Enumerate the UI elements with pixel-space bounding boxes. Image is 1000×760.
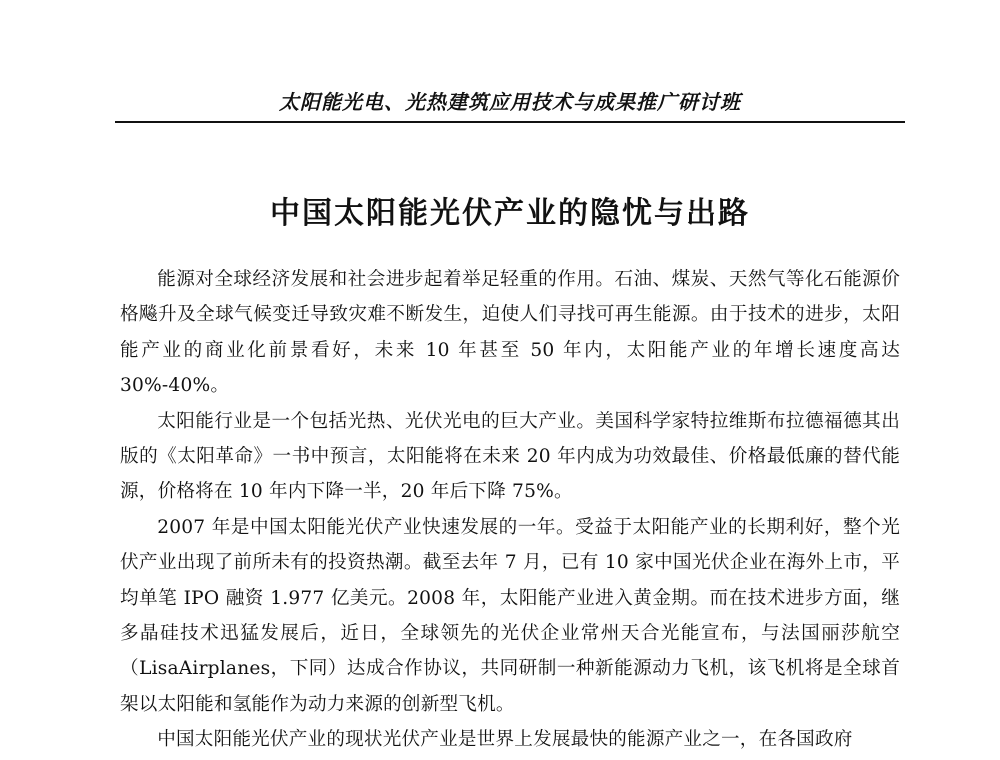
article-title: 中国太阳能光伏产业的隐忧与出路 [270, 196, 750, 232]
paragraph: 2007 年是中国太阳能光伏产业快速发展的一年。受益于太阳能产业的长期利好，整个光伏产业出现了前所未有的投资热潮。截至去年 7 月，已有 10 家中国光伏企业在海外上市，平均单笔 IPO 融资 1.977 亿美元。2008 年，太阳能产业进入黄金期。而在技术进步方面，继多晶硅技术迅猛发展后，近日，全球领先的光伏企业常州天合光能宣布，与法国丽莎航空（LisaAirplanes，下同）达成合作协议，共同研制一种新能源动力飞机，该飞机将是全球首架以太阳能和氢能作为动力来源的创新型飞机。 [120, 516, 900, 715]
paragraph: 中国太阳能光伏产业的现状光伏产业是世界上发展最快的能源产业之一，在各国政府 [157, 729, 853, 751]
paragraph: 太阳能行业是一个包括光热、光伏光电的巨大产业。美国科学家特拉维斯布拉德福德其出版的《太阳革命》一书中预言，太阳能将在未来 20 年内成为功效最佳、价格最低廉的替代能源，价格将在 10 年内下降一半，20 年后下降 75%。 [120, 410, 900, 503]
header-rule [115, 121, 905, 123]
running-header: 太阳能光电、光热建筑应用技术与成果推广研讨班 [279, 90, 741, 114]
paragraph: 能源对全球经济发展和社会进步起着举足轻重的作用。石油、煤炭、天然气等化石能源价格飚升及全球气候变迁导致灾难不断发生，迫使人们寻找可再生能源。由于技术的进步，太阳能产业的商业化前景看好，未来 10 年甚至 50 年内，太阳能产业的年增长速度高达 30%-40%。 [120, 269, 900, 397]
article-body [120, 262, 900, 758]
